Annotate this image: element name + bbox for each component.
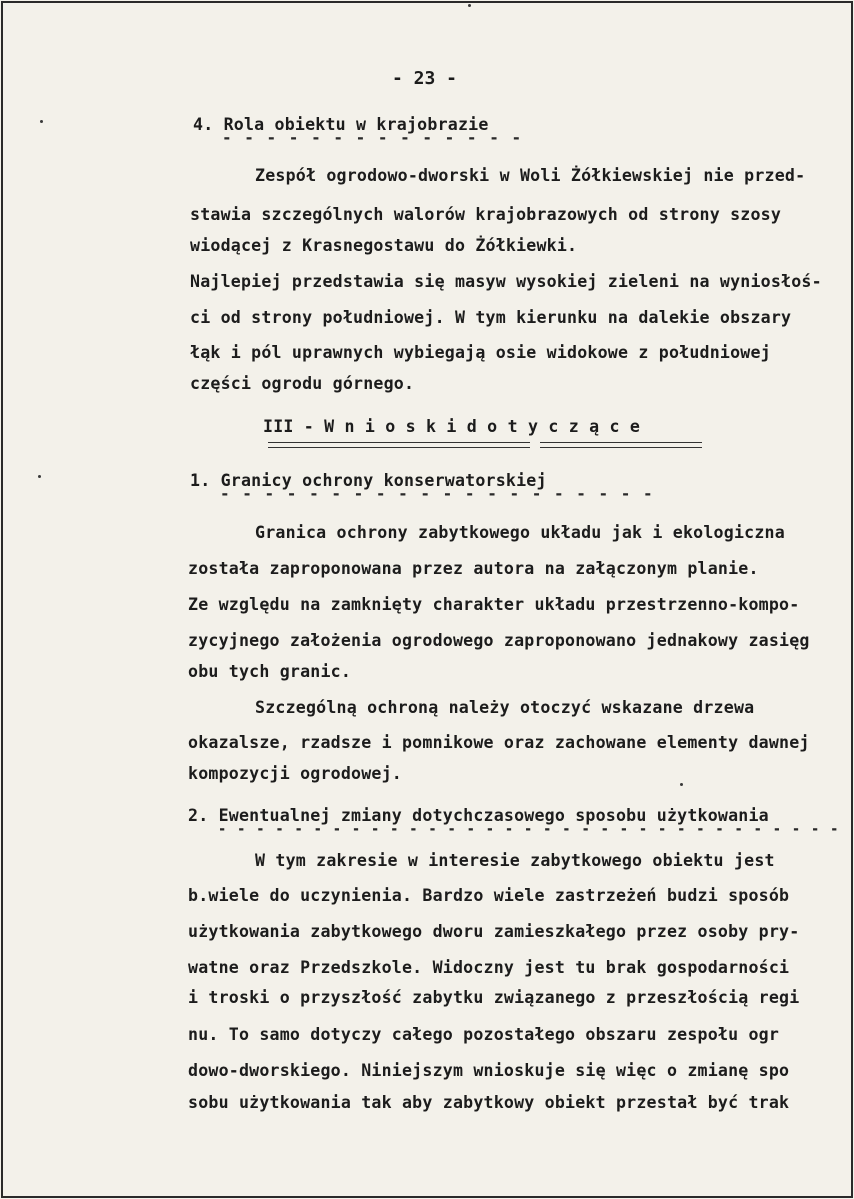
punch-mark bbox=[38, 475, 41, 478]
heading-double-underline bbox=[268, 442, 530, 448]
punch-mark bbox=[40, 120, 43, 123]
paragraph-line: została zaproponowana przez autora na załączonym planie. bbox=[188, 559, 759, 578]
heading-underline: - - - - - - - - - - - - - - - - - - - - - - - - - - - - - - - - - bbox=[218, 819, 840, 838]
paragraph-line: b.wiele do uczynienia. Bardzo wiele zastrzeżeń budzi sposób bbox=[188, 886, 790, 905]
paragraph-line: części ogrodu górnego. bbox=[190, 374, 415, 393]
heading-underline: - - - - - - - - - - - - - - bbox=[222, 128, 523, 147]
paragraph-line: Granica ochrony zabytkowego układu jak i ekologiczna bbox=[255, 523, 785, 542]
paragraph-line: Zespół ogrodowo-dworski w Woli Żółkiewskiej nie przed- bbox=[255, 166, 806, 185]
paragraph-line: kompozycji ogrodowej. bbox=[188, 764, 402, 783]
paragraph-line: nu. To samo dotyczy całego pozostałego obszaru zespołu ogr bbox=[188, 1025, 780, 1044]
paragraph-line: dowo-dworskiego. Niniejszym wnioskuje się więc o zmianę spo bbox=[188, 1061, 790, 1080]
paragraph-line: obu tych granic. bbox=[188, 662, 352, 681]
paragraph-line: ci od strony południowej. W tym kierunku na dalekie obszary bbox=[190, 308, 792, 327]
section-heading: 4. Rola obiektu w krajobrazie bbox=[193, 115, 489, 134]
heading-double-underline bbox=[540, 442, 702, 448]
paragraph-line: Najlepiej przedstawia się masyw wysokiej zieleni na wyniosłoś- bbox=[190, 272, 822, 291]
paragraph-line: sobu użytkowania tak aby zabytkowy obiekt przestał być trak bbox=[188, 1093, 790, 1112]
paragraph-line: użytkowania zabytkowego dworu zamieszkałego przez osoby pry- bbox=[188, 922, 800, 941]
paragraph-line: zycyjnego założenia ogrodowego zaproponowano jednakowy zasięg bbox=[188, 631, 810, 650]
chapter-heading: III - W n i o s k i d o t y c z ą c e bbox=[263, 417, 641, 436]
paragraph-line: Ze względu na zamknięty charakter układu przestrzenno-kompo- bbox=[188, 595, 800, 614]
paragraph-line: okazalsze, rzadsze i pomnikowe oraz zachowane elementy dawnej bbox=[188, 733, 810, 752]
page-number: - 23 - bbox=[392, 68, 458, 89]
paragraph-line: watne oraz Przedszkole. Widoczny jest tu brak gospodarności bbox=[188, 958, 790, 977]
paragraph-line: i troski o przyszłość zabytku związanego z przeszłością regi bbox=[188, 988, 800, 1007]
heading-underline: - - - - - - - - - - - - - - - - - - - - bbox=[220, 484, 655, 503]
paragraph-line: W tym zakresie w interesie zabytkowego obiektu jest bbox=[255, 851, 775, 870]
subsection-heading: 1. Granicy ochrony konserwatorskiej bbox=[190, 471, 547, 490]
paragraph-line: stawia szczególnych walorów krajobrazowych od strony szosy bbox=[190, 205, 782, 224]
paragraph-line: łąk i pól uprawnych wybiegają osie widokowe z południowej bbox=[190, 343, 771, 362]
paragraph-line: wiodącej z Krasnegostawu do Żółkiewki. bbox=[190, 236, 578, 255]
punch-mark bbox=[680, 783, 683, 786]
punch-mark bbox=[468, 4, 471, 7]
paragraph-line: Szczególną ochroną należy otoczyć wskazane drzewa bbox=[255, 698, 755, 717]
subsection-heading: 2. Ewentualnej zmiany dotychczasowego sposobu użytkowania bbox=[188, 806, 769, 825]
